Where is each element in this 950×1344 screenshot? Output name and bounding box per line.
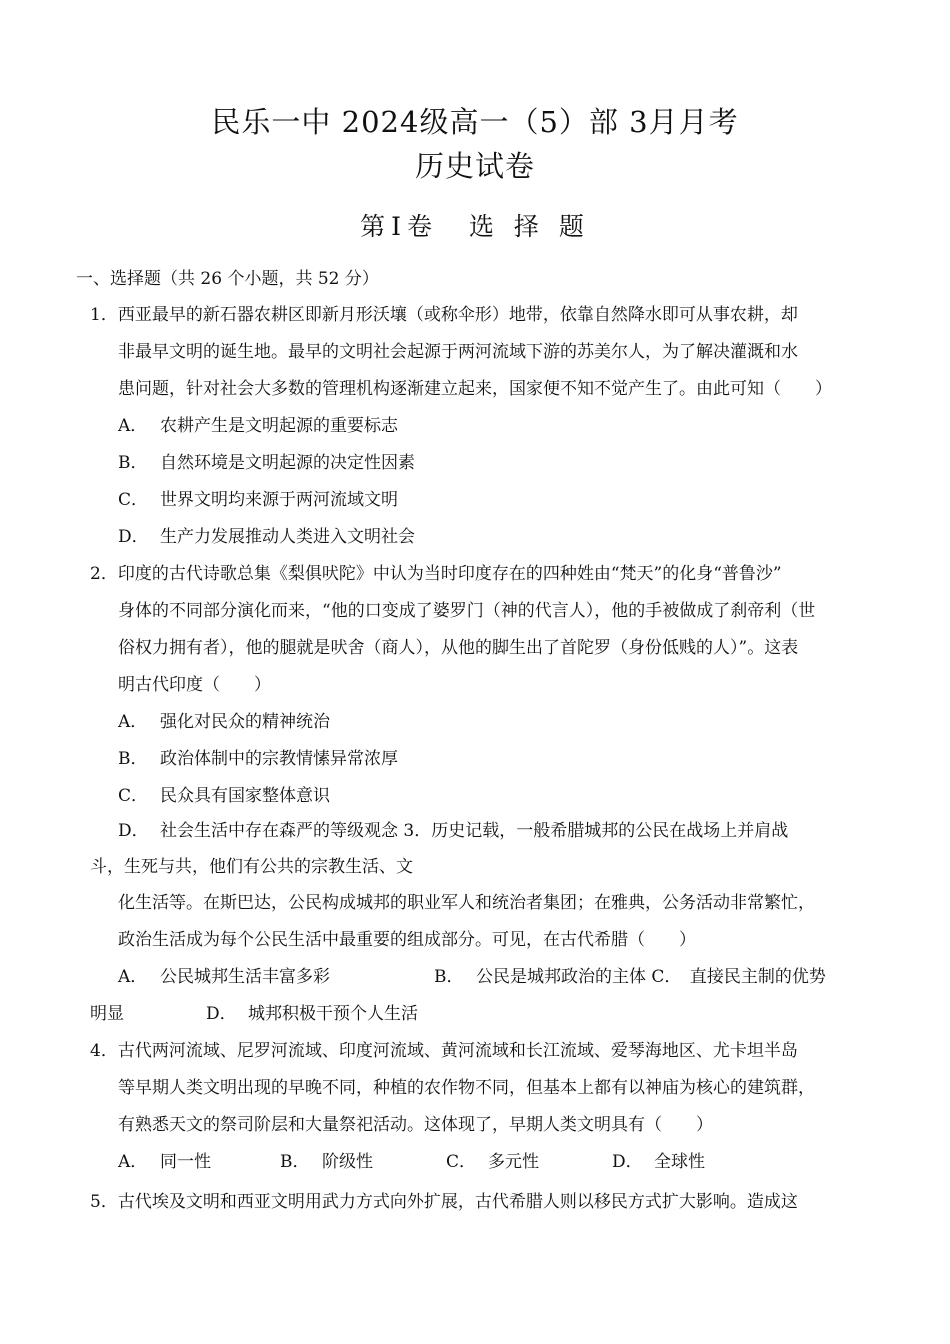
option-label: A． (118, 967, 148, 987)
question-2-line-2: 身体的不同部分演化而来，“他的口变成了婆罗门（神的代言人），他的手被做成了刹帝利（世 (118, 601, 816, 621)
question-1-option-a (118, 415, 398, 437)
question-2-option-d (118, 820, 788, 842)
option-label: A． (118, 1152, 148, 1172)
option-text: 生产力发展推动人类进入文明社会 (160, 527, 415, 547)
option-label: C． (118, 786, 149, 806)
option-text: 多元性 (488, 1152, 539, 1172)
option-text: 世界文明均来源于两河流域文明 (160, 490, 398, 510)
option-label: D． (612, 1152, 643, 1172)
question-5-line-1: 5．古代埃及文明和西亚文明用武力方式向外扩展，古代希腊人则以移民方式扩大影响。造成这 (90, 1192, 798, 1212)
question-2-line-4: 明古代印度（ ） (118, 675, 271, 695)
option-text: 农耕产生是文明起源的重要标志 (160, 416, 398, 436)
question-1-line-1: 1．西亚最早的新石器农耕区即新月形沃壤（或称伞形）地带，依靠自然降水即可从事农耕，却 (90, 305, 798, 325)
question-3-option-a (118, 966, 330, 988)
question-2-option-a (118, 711, 330, 733)
option-label: B． (118, 453, 148, 473)
question-3-line-2: 化生活等。在斯巴达，公民构成城邦的职业军人和统治者集团；在雅典，公务活动非常繁忙， (118, 893, 815, 913)
question-4-line-2: 等早期人类文明出现的早晚不同，种植的农作物不同，但基本上都有以神庙为核心的建筑群， (118, 1078, 815, 1098)
question-3-option-b (434, 966, 826, 988)
question-3-line-1: 斗，生死与共，他们有公共的宗教生活、文 (90, 857, 413, 877)
question-3-line-3: 政治生活成为每个公民生活中最重要的组成部分。可见，在古代希腊（ ） (118, 930, 696, 950)
section-heading: 第Ⅰ卷 选 择 题 (360, 212, 590, 241)
option-label: B． (118, 749, 148, 769)
question-1-option-d (118, 526, 415, 548)
option-text: 强化对民众的精神统治 (160, 712, 330, 732)
question-1-option-c (118, 489, 398, 511)
question-2-line-1: 2．印度的古代诗歌总集《梨俱吠陀》中认为当时印度存在的四种姓由“梵天”的化身“普鲁沙” (90, 564, 782, 584)
exam-title: 民乐一中 2024级高一（5）部 3月月考 (211, 105, 739, 139)
question-3-option-c-wrap: 明显 (90, 1004, 124, 1024)
option-label: A． (118, 712, 148, 732)
option-text: 全球性 (654, 1152, 705, 1172)
question-4-option-c (446, 1151, 539, 1173)
question-3-option-d (206, 1003, 418, 1025)
question-1-line-2: 非最早文明的诞生地。最早的文明社会起源于两河流域下游的苏美尔人，为了解决灌溉和水 (118, 342, 798, 362)
question-4-option-b (280, 1151, 373, 1173)
option-label: C． (446, 1152, 477, 1172)
question-2-option-c (118, 785, 330, 807)
option-label: C． (118, 490, 149, 510)
option-text: 政治体制中的宗教情愫异常浓厚 (160, 749, 398, 769)
question-4-line-1: 4．古代两河流域、尼罗河流域、印度河流域、黄河流域和长江流域、爱琴海地区、尤卡坦半岛 (90, 1041, 798, 1061)
option-text: 公民城邦生活丰富多彩 (160, 967, 330, 987)
question-1-option-b (118, 452, 415, 474)
question-2-line-3: 俗权力拥有者），他的腿就是吠舍（商人），从他的脚生出了首陀罗（身份低贱的人）”。这表 (118, 638, 799, 658)
option-text: 自然环境是文明起源的决定性因素 (160, 453, 415, 473)
option-text: 民众具有国家整体意识 (160, 786, 330, 806)
option-label: A． (118, 416, 148, 436)
option-label: D． (118, 821, 149, 841)
option-label: D． (206, 1004, 237, 1024)
option-text: 阶级性 (322, 1152, 373, 1172)
option-label: B． (434, 967, 464, 987)
question-4-option-a (118, 1151, 211, 1173)
exam-subtitle: 历史试卷 (414, 149, 535, 183)
option-label: B． (280, 1152, 310, 1172)
question-2-option-b (118, 748, 398, 770)
option-text: 社会生活中存在森严的等级观念 3．历史记载，一般希腊城邦的公民在战场上并肩战 (160, 821, 789, 841)
question-4-line-3: 有熟悉天文的祭司阶层和大量祭祀活动。这体现了，早期人类文明具有（ ） (118, 1115, 713, 1135)
option-label: D． (118, 527, 149, 547)
option-text: 城邦积极干预个人生活 (248, 1004, 418, 1024)
option-text: 同一性 (160, 1152, 211, 1172)
part-heading: 一、选择题（共 26 个小题，共 52 分） (76, 269, 379, 289)
question-1-line-3: 患问题，针对社会大多数的管理机构逐渐建立起来，国家便不知不觉产生了。由此可知（ ） (118, 379, 832, 399)
option-text: 公民是城邦政治的主体 C． 直接民主制的优势 (476, 967, 826, 987)
question-4-option-d (612, 1151, 705, 1173)
